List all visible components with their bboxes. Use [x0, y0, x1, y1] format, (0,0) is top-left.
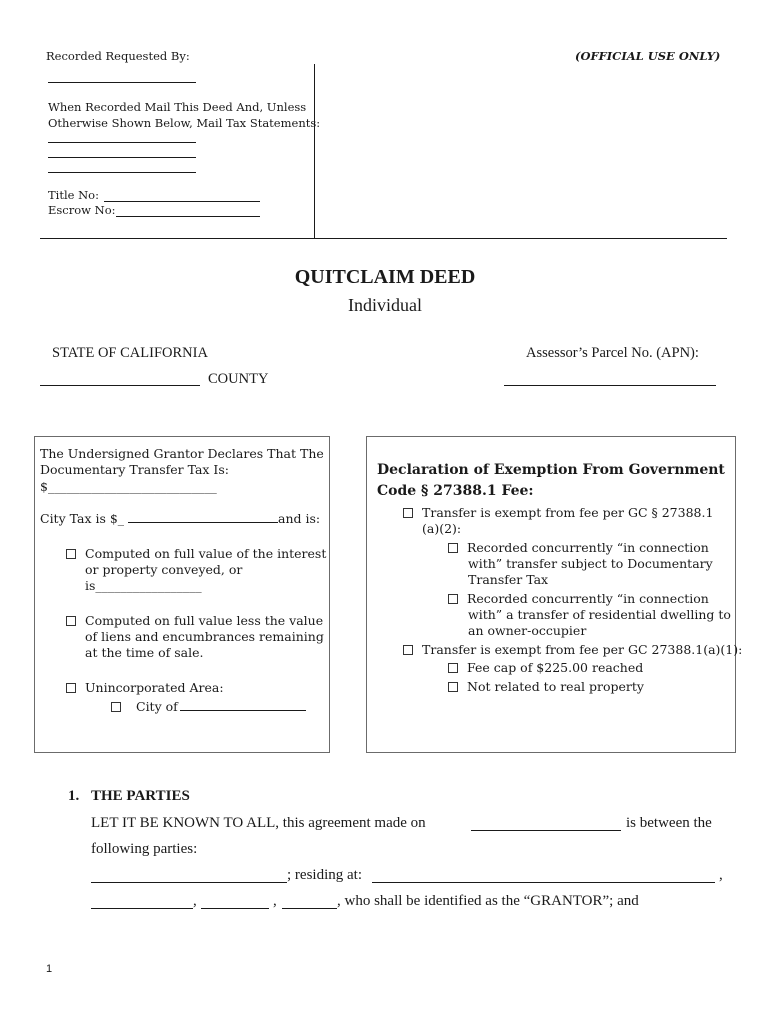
checkbox[interactable]: [448, 594, 458, 604]
agreement-text: LET IT BE KNOWN TO ALL, this agreement made on: [91, 815, 426, 831]
not-real-property-label: Not related to real property: [467, 679, 644, 694]
header-divider-vertical: [314, 64, 315, 239]
checkbox[interactable]: [448, 663, 458, 673]
exempt-a1-option[interactable]: [403, 642, 742, 658]
grantor-name-field[interactable]: [91, 882, 287, 883]
checkbox[interactable]: [66, 616, 76, 626]
page-number: 1: [46, 963, 53, 975]
exempt-a2-option[interactable]: [403, 505, 713, 521]
exemption-heading-line2: Code § 27388.1 Fee:: [377, 483, 534, 499]
comma-1: ,: [193, 893, 197, 909]
fee-cap-label: Fee cap of $225.00 reached: [467, 660, 644, 675]
residing-at-label: ; residing at:: [287, 867, 362, 883]
checkbox[interactable]: [448, 543, 458, 553]
title-no-field[interactable]: [104, 201, 260, 202]
agreement-date-field[interactable]: [471, 830, 621, 831]
option-unincorporated-label: Unincorporated Area:: [85, 680, 224, 695]
recorded-requested-by-label: Recorded Requested By:: [46, 49, 190, 63]
transfer-tax-line1: The Undersigned Grantor Declares That The: [40, 446, 324, 461]
option-full-value-line2: or property conveyed, or: [85, 562, 243, 577]
exempt-a1-label: Transfer is exempt from fee per GC 27388.1(a)(1):: [422, 642, 743, 657]
exemption-heading-line1: Declaration of Exemption From Government: [377, 462, 725, 478]
exempt-a2-sub2-option[interactable]: [448, 591, 709, 607]
grantor-zip-field[interactable]: [282, 908, 337, 909]
grantor-city-field[interactable]: [91, 908, 193, 909]
city-tax-suffix: and is:: [278, 511, 321, 526]
official-use-label: (OFFICIAL USE ONLY): [575, 49, 721, 63]
header-divider-horizontal: [40, 238, 727, 239]
state-label: STATE OF CALIFORNIA: [52, 345, 208, 361]
city-of-field[interactable]: [180, 709, 306, 711]
mail-address-field-2[interactable]: [48, 157, 196, 158]
parties-paragraph-line1: [91, 815, 426, 832]
option-less-liens-line2: of liens and encumbrances remaining: [85, 629, 324, 644]
exempt-a2-label: Transfer is exempt from fee per GC § 27388.1: [422, 505, 714, 520]
option-full-value[interactable]: [66, 546, 326, 562]
city-tax-line: [40, 511, 320, 527]
exempt-a2-sub1-line3: Transfer Tax: [468, 572, 549, 587]
grantor-state-field[interactable]: [201, 908, 269, 909]
checkbox[interactable]: [111, 702, 121, 712]
comma-2: ,: [273, 893, 277, 909]
address-comma: ,: [719, 867, 723, 883]
exempt-a2-sub2-label: Recorded concurrently “in connection: [467, 591, 709, 606]
checkbox[interactable]: [448, 682, 458, 692]
escrow-no-label: Escrow No:: [48, 203, 116, 217]
mail-address-field-1[interactable]: [48, 142, 196, 143]
grantor-identified-text: , who shall be identified as the “GRANTOR”; and: [337, 893, 639, 909]
option-less-liens-line3: at the time of sale.: [85, 645, 204, 660]
exempt-a2-line2: (a)(2):: [422, 521, 462, 536]
document-subtitle: Individual: [348, 295, 422, 315]
mail-instructions-line2: Otherwise Shown Below, Mail Tax Statements:: [48, 116, 321, 130]
exempt-a2-sub1-label: Recorded concurrently “in connection: [467, 540, 709, 555]
transfer-tax-line2: Documentary Transfer Tax Is:: [40, 462, 229, 477]
apn-field[interactable]: [504, 385, 716, 386]
checkbox[interactable]: [66, 549, 76, 559]
checkbox[interactable]: [403, 508, 413, 518]
escrow-no-field[interactable]: [116, 216, 260, 217]
option-full-value-label: Computed on full value of the interest: [85, 546, 327, 561]
city-tax-field[interactable]: [128, 521, 278, 523]
not-real-property-option[interactable]: [448, 679, 644, 695]
checkbox[interactable]: [403, 645, 413, 655]
option-unincorporated-area[interactable]: [66, 680, 224, 696]
mail-instructions-line1: When Recorded Mail This Deed And, Unless: [48, 100, 307, 114]
county-label: COUNTY: [208, 371, 269, 387]
option-less-liens[interactable]: [66, 613, 323, 629]
exempt-a2-sub1-option[interactable]: [448, 540, 709, 556]
title-no-label: Title No:: [48, 188, 99, 202]
recorded-by-field[interactable]: [48, 82, 196, 83]
exempt-a2-sub1-line2: with” transfer subject to Documentary: [468, 556, 713, 571]
exempt-a2-sub2-line2: with” a transfer of residential dwelling to: [468, 607, 731, 622]
section-heading: THE PARTIES: [91, 788, 190, 804]
apn-label: Assessor’s Parcel No. (APN):: [526, 345, 699, 361]
county-field[interactable]: [40, 385, 200, 386]
grantor-address-field[interactable]: [372, 882, 715, 883]
transfer-tax-amount[interactable]: $___________________________: [40, 479, 217, 494]
fee-cap-option[interactable]: [448, 660, 643, 676]
document-title: QUITCLAIM DEED: [294, 266, 476, 288]
exempt-a2-sub2-line3: an owner-occupier: [468, 623, 587, 638]
option-less-liens-label: Computed on full value less the value: [85, 613, 324, 628]
agreement-text-end: is between the: [626, 815, 712, 831]
checkbox[interactable]: [66, 683, 76, 693]
mail-address-field-3[interactable]: [48, 172, 196, 173]
option-city-of[interactable]: [111, 699, 306, 715]
section-number: 1.: [68, 788, 80, 804]
option-city-of-label: City of: [136, 699, 178, 714]
option-full-value-line3[interactable]: is_________________: [85, 578, 202, 593]
parties-paragraph-line2: following parties:: [91, 841, 198, 857]
city-tax-prefix: City Tax is $_: [40, 511, 129, 526]
